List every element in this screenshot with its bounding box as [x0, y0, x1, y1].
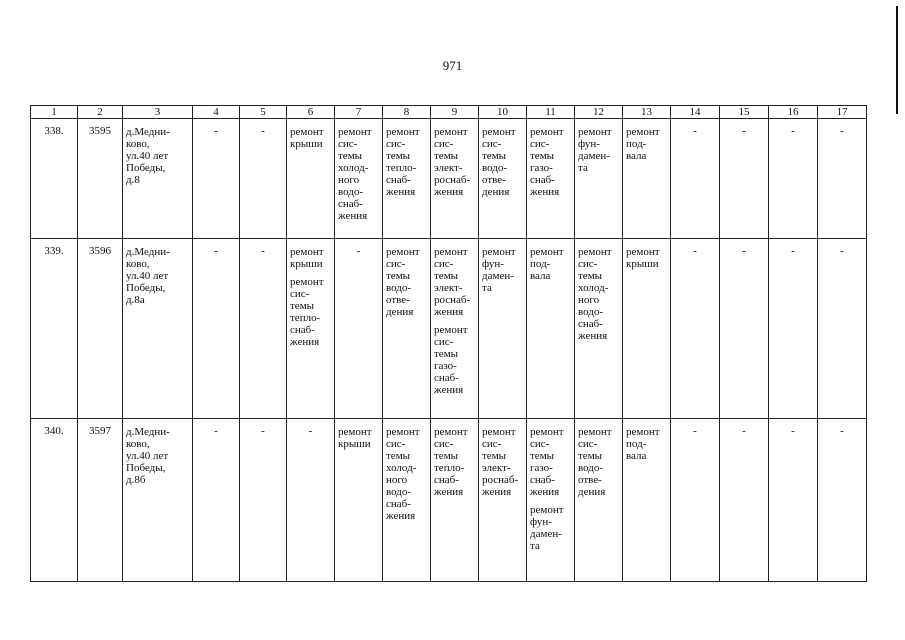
work-item: -: [693, 245, 697, 257]
table-cell-col-6: [287, 419, 335, 582]
table-cell-col-1: [31, 419, 78, 582]
table-cell-col-11: [527, 419, 575, 582]
table-cell-col-7: [335, 239, 383, 419]
work-item: ремонт сис- темы тепло- снаб- жения: [290, 276, 324, 348]
table-cell-col-3: [123, 419, 193, 582]
table-cell-col-2: [78, 119, 123, 239]
work-item: ремонт крыши: [290, 126, 324, 150]
table-cell-col-4: [193, 419, 240, 582]
table-cell-col-13: [623, 119, 671, 239]
table-cell-col-6: [287, 119, 335, 239]
work-item: ремонт сис- темы водо- отве- дения: [386, 246, 420, 318]
row-number-text: 339.: [44, 245, 64, 257]
work-item: ремонт крыши: [338, 426, 372, 450]
table-cell-col-16: [769, 239, 818, 419]
table-cell-col-13: [623, 419, 671, 582]
column-header-13: 13: [623, 106, 671, 119]
column-header-2: 2: [78, 106, 123, 119]
table-cell-col-4: [193, 119, 240, 239]
row-number-text: 3596: [89, 245, 111, 257]
table-row: [31, 419, 867, 582]
work-item: -: [840, 425, 844, 437]
table-cell-col-10: [479, 239, 527, 419]
column-header-16: 16: [769, 106, 818, 119]
work-item: ремонт сис- темы тепло- снаб- жения: [434, 426, 468, 498]
work-item: -: [214, 425, 218, 437]
table-cell-col-15: [720, 419, 769, 582]
table-cell-col-2: [78, 239, 123, 419]
table-cell-col-17: [818, 119, 867, 239]
table-cell-col-12: [575, 239, 623, 419]
table-cell-col-5: [240, 419, 287, 582]
work-item: -: [840, 125, 844, 137]
column-header-12: 12: [575, 106, 623, 119]
column-header-8: 8: [383, 106, 431, 119]
column-header-4: 4: [193, 106, 240, 119]
work-item: -: [214, 245, 218, 257]
table-cell-col-3: [123, 119, 193, 239]
work-item: ремонт под- вала: [626, 426, 660, 462]
work-item: -: [261, 245, 265, 257]
work-item: ремонт сис- темы холод- ного водо- снаб- жения: [578, 246, 612, 342]
column-number-row: [31, 106, 867, 119]
table-cell-col-4: [193, 239, 240, 419]
column-header-17: 17: [818, 106, 867, 119]
column-header-10: 10: [479, 106, 527, 119]
table-cell-col-9: [431, 119, 479, 239]
table-cell-col-9: [431, 239, 479, 419]
table-cell-col-7: [335, 119, 383, 239]
table-cell-col-8: [383, 119, 431, 239]
column-header-15: 15: [720, 106, 769, 119]
table-cell-col-13: [623, 239, 671, 419]
row-number-text: 338.: [44, 125, 64, 137]
work-item: -: [214, 125, 218, 137]
margin-rule: [896, 6, 898, 114]
row-number-text: 3595: [89, 125, 111, 137]
address-text: д.Медни- ково, ул.40 лет Победы, д.8: [126, 126, 170, 186]
table-cell-col-11: [527, 119, 575, 239]
table-cell-col-15: [720, 119, 769, 239]
table-cell-col-10: [479, 419, 527, 582]
work-item: ремонт сис- темы газо- снаб- жения: [530, 426, 564, 498]
work-item: -: [693, 425, 697, 437]
table-cell-col-10: [479, 119, 527, 239]
table-cell-col-1: [31, 239, 78, 419]
work-item: ремонт под- вала: [530, 246, 564, 282]
work-item: -: [742, 425, 746, 437]
work-item: ремонт сис- темы газо- снаб- жения: [434, 324, 468, 396]
table-cell-col-6: [287, 239, 335, 419]
work-item: -: [261, 425, 265, 437]
table-cell-col-16: [769, 119, 818, 239]
table-cell-col-16: [769, 419, 818, 582]
work-item: -: [840, 245, 844, 257]
work-item: -: [791, 425, 795, 437]
table-cell-col-11: [527, 239, 575, 419]
work-item: ремонт сис- темы водо- отве- дения: [482, 126, 516, 198]
work-item: -: [742, 125, 746, 137]
work-item: ремонт фун- дамен- та: [482, 246, 516, 294]
table-cell-col-1: [31, 119, 78, 239]
table-cell-col-9: [431, 419, 479, 582]
work-item: ремонт сис- темы элект- роснаб- жения: [434, 246, 471, 318]
table-cell-col-8: [383, 239, 431, 419]
address-text: д.Медни- ково, ул.40 лет Победы, д.8а: [126, 246, 170, 306]
repair-schedule-table: [30, 105, 867, 582]
row-number-text: 340.: [44, 425, 64, 437]
work-item: -: [261, 125, 265, 137]
table-cell-col-14: [671, 119, 720, 239]
work-item: -: [742, 245, 746, 257]
work-item: ремонт под- вала: [626, 126, 660, 162]
work-item: -: [356, 245, 361, 257]
table-cell-col-3: [123, 239, 193, 419]
column-header-14: 14: [671, 106, 720, 119]
table-cell-col-2: [78, 419, 123, 582]
address-text: д.Медни- ково, ул.40 лет Победы, д.8б: [126, 426, 170, 486]
work-item: -: [308, 425, 313, 437]
table-cell-col-5: [240, 239, 287, 419]
work-item: ремонт сис- темы газо- снаб- жения: [530, 126, 564, 198]
table-cell-col-14: [671, 239, 720, 419]
table-cell-col-7: [335, 419, 383, 582]
page-number: 971: [442, 58, 463, 73]
table-cell-col-17: [818, 239, 867, 419]
work-item: ремонт фун- дамен- та: [578, 126, 612, 174]
table-cell-col-5: [240, 119, 287, 239]
column-header-1: 1: [31, 106, 78, 119]
work-item: ремонт сис- темы элект- роснаб- жения: [434, 126, 471, 198]
column-header-7: 7: [335, 106, 383, 119]
work-item: ремонт сис- темы холод- ного водо- снаб- жения: [338, 126, 372, 222]
row-number-text: 3597: [89, 425, 111, 437]
work-item: ремонт сис- темы водо- отве- дения: [578, 426, 612, 498]
table-cell-col-12: [575, 119, 623, 239]
work-item: ремонт фун- дамен- та: [530, 504, 564, 552]
table-cell-col-17: [818, 419, 867, 582]
table-cell-col-12: [575, 419, 623, 582]
column-header-6: 6: [287, 106, 335, 119]
work-item: ремонт сис- темы тепло- снаб- жения: [386, 126, 420, 198]
column-header-11: 11: [527, 106, 575, 119]
column-header-5: 5: [240, 106, 287, 119]
column-header-3: 3: [123, 106, 193, 119]
work-item: ремонт крыши: [290, 246, 324, 270]
table-row: [31, 239, 867, 419]
work-item: ремонт сис- темы элект- роснаб- жения: [482, 426, 519, 498]
work-item: -: [693, 125, 697, 137]
work-item: ремонт сис- темы холод- ного водо- снаб- жения: [386, 426, 420, 522]
table-cell-col-14: [671, 419, 720, 582]
table-cell-col-15: [720, 239, 769, 419]
work-item: -: [791, 125, 795, 137]
column-header-9: 9: [431, 106, 479, 119]
table-cell-col-8: [383, 419, 431, 582]
table-row: [31, 119, 867, 239]
table-body: [31, 119, 867, 582]
work-item: -: [791, 245, 795, 257]
work-item: ремонт крыши: [626, 246, 660, 270]
